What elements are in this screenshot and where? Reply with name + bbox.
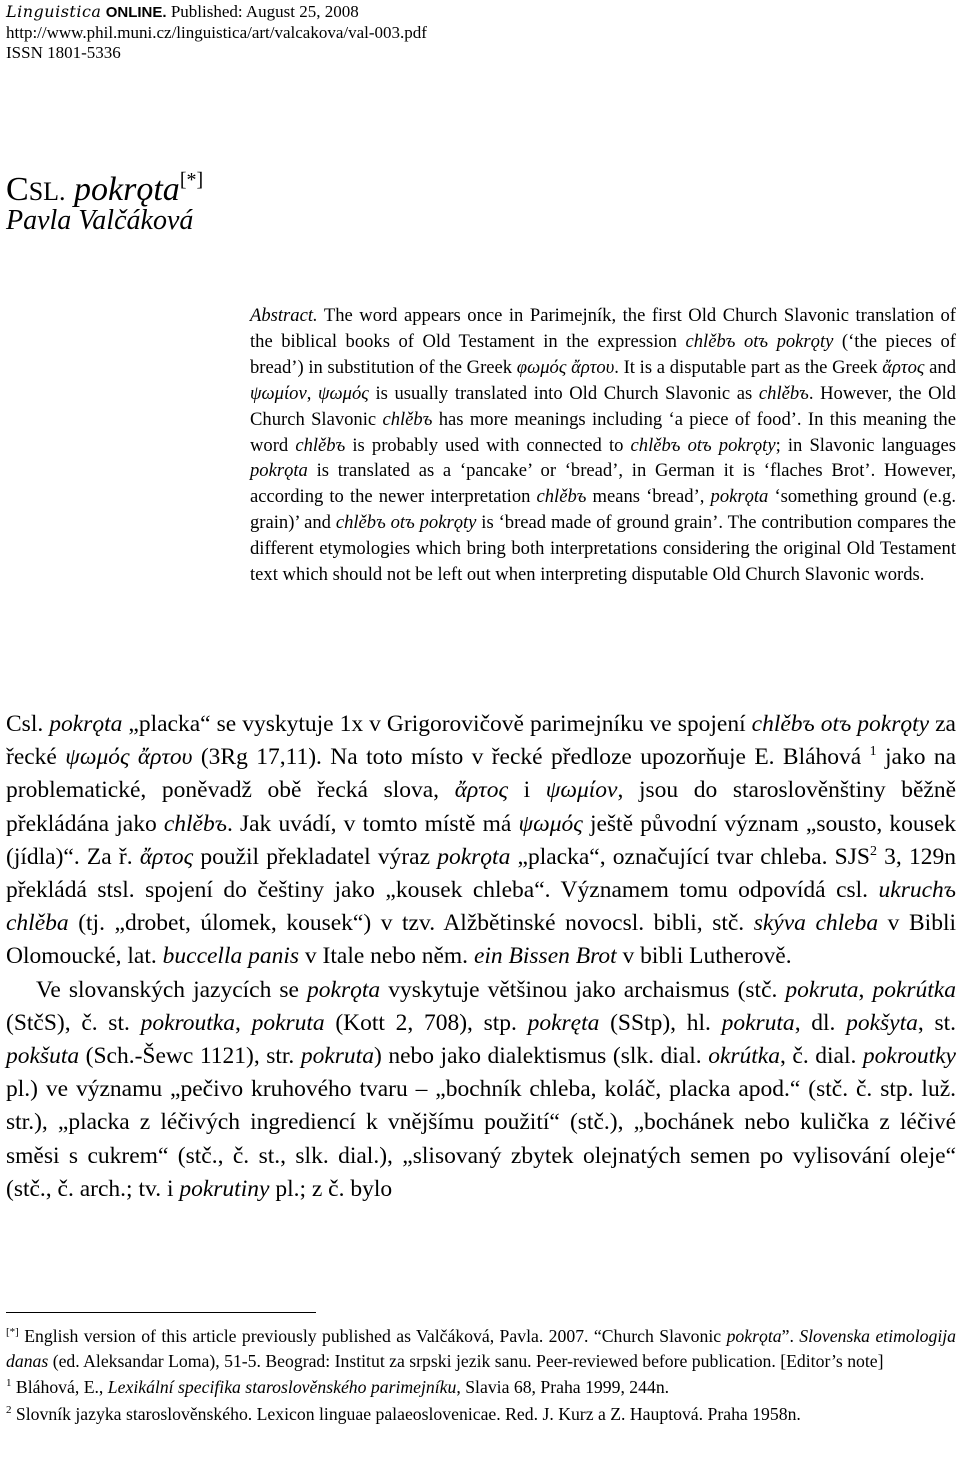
journal-line bbox=[6, 2, 427, 23]
footnote-divider bbox=[6, 1312, 316, 1313]
body-paragraph-2: Ve slovanských jazycích se pokrǫta vyskytuje většinou jako archaismus (stč. pokruta, pokrútka (StčS), č. st. pokroutka, pokruta (Kott 2, 708), stp. pokręta (SStp), hl. pokruta, dl. pokšyta, st. pokšuta (Sch.-Šewc 1121), str. pokruta) nebo jako dialektismus (slk. dial. okrútka, č. dial. pokroutky pl.) ve významu „pečivo kruhového tvaru – „bochník chleba, koláč, placka apod.“ (stč. č. stp. luž. str.), „placka z léčivých ingrediencí k vnějšímu použití“ (stč.), „bochánek nebo kulička z léčivé směsi s cukrem“ (stč., č. st., slk. dial.), „slisovaný zbytek olejnatých semen po vylisování oleje“ (stč., č. arch.; tv. i pokrutiny pl.; z č. bylo bbox=[6, 976, 957, 1202]
abstract-label: Abstract. bbox=[250, 305, 318, 326]
footnote-1-marker: 1 bbox=[6, 1377, 12, 1389]
footnote-1: $^1$ Bláhová, E., Lexikální specifika staroslověnského parimejníku, Slavia 68, Praha 1999, 244n. bbox=[6, 1377, 670, 1397]
footnote-star: [*] English version of this article previously published as Valčáková, Pavla. 2007. “Church Slavonic pokrǫta”. Slovenska etimologija danas (ed. Aleksandar Loma), 51-5. Beograd: Institut za srpski jezik sanu. Peer-reviewed before publication. [Editor’s note] bbox=[6, 1326, 957, 1371]
footnote-ref-2[interactable]: 2 bbox=[869, 843, 877, 859]
title-word: pokrǫta bbox=[74, 171, 180, 208]
article-author: Pavla Valčáková bbox=[6, 205, 194, 236]
issn: ISSN 1801-5336 bbox=[6, 43, 121, 62]
footnotes bbox=[6, 1324, 956, 1428]
footnote-2: $^2$ Slovník jazyka staroslověnského. Lexicon linguae palaeoslovenicae. Red. J. Kurz a Z. Hauptová. Praha 1958n. bbox=[6, 1403, 801, 1424]
journal-brand: Linguistica bbox=[6, 2, 102, 21]
body-paragraph-1: Csl. pokrǫta „placka“ se vyskytuje 1x v Grigorovičově parimejníku ve spojení chlěbъ otъ pokrǫty za řecké ψωμός ἄρτου (3Rg 17,11). Na toto místo v řecké předloze upozorňuje E. Bláhová $^1$ jako na problematické, poněvadž obě řecká slova, ἄρτος i ψωμίον, jsou do staroslověnštiny běžně překládána jako chlěbъ. Jak uvádí, v tomto místě má ψωμός ještě původní význam „sousto, kousek (jídla)“. Za ř. ἄρτος použil překladatel výraz pokrǫta „placka“, označující tvar chleba. SJS$^2$ 3, 129n překládá stsl. spojení do češtiny jako „kousek chleba“. Významem tomu odpovídá csl. ukruchъ chlěba (tj. „drobet, úlomek, kousek“) v tzv. Alžbětinské novocsl. bibli, stč. skýva chleba v Bibli Olomoucké, lat. buccella panis v Itale nebo něm. ein Bissen Brot v bibli Lutherově. bbox=[6, 711, 957, 970]
title-prefix: CSL. bbox=[6, 171, 66, 208]
article-body bbox=[6, 708, 956, 1206]
footnote-star-marker: [*] bbox=[6, 1326, 19, 1338]
abstract: Abstract. The word appears once in Parimejník, the first Old Church Slavonic translation of the biblical books of Old Testament in the expression chlěbъ otъ pokrǫty (‘the pieces of bread’) in substitution of the Greek φωμός ἄρτου. It is a disputable part as the Greek ἄρτος and ψωμίον, ψωμός is usually translated into Old Church Slavonic as chlěbъ. However, the Old Church Slavonic chlěbъ has more meanings including ‘a piece of food’. In this meaning the word chlěbъ is probably used with connected to chlěbъ otъ pokrǫty; in Slavonic languages pokrǫta is translated as a ‘pancake’ or ‘bread’, in German it is ‘flaches Brot’. However, according to the newer interpretation chlěbъ means ‘bread’, pokrǫta ‘something ground (e.g. grain)’ and chlěbъ otъ pokrǫty is ‘bread made of ground grain’. The contribution compares the different etymologies which bring both interpretations considering the original Old Testament text which should not be left out when interpreting disputable Old Church Slavonic words. bbox=[250, 305, 957, 586]
footnote-ref-1[interactable]: 1 bbox=[869, 744, 877, 760]
article-url[interactable]: http://www.phil.muni.cz/linguistica/art/valcakova/val-003.pdf bbox=[6, 23, 427, 42]
page-header bbox=[6, 2, 427, 63]
title-footnote-marker[interactable]: [*] bbox=[179, 169, 204, 191]
journal-online: ONLINE. bbox=[105, 4, 167, 21]
published-date: Published: August 25, 2008 bbox=[170, 2, 359, 21]
footnote-2-marker: 2 bbox=[6, 1403, 12, 1416]
